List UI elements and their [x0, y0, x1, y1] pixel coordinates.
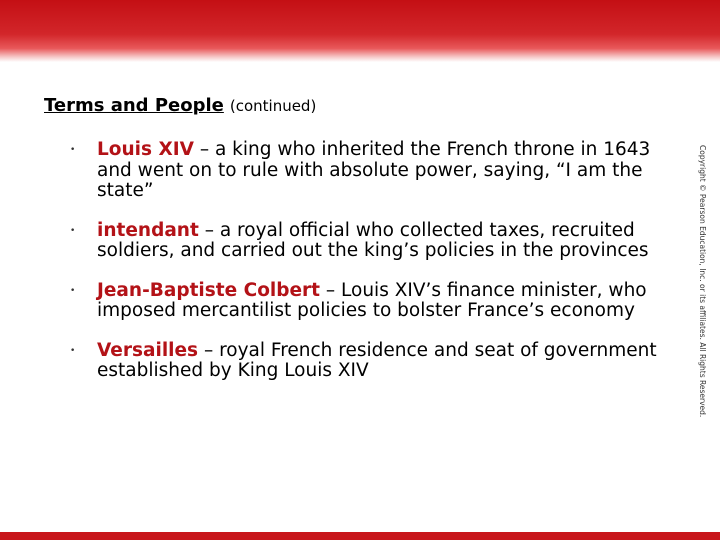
term-definition: – a royal official who collected taxes, recruited soldiers, and carried out the king’s policies in the provinces — [97, 219, 649, 261]
term-item — [70, 341, 670, 382]
terms-list — [70, 140, 670, 401]
term-definition: – a king who inherited the French throne in 1643 and went on to rule with absolute power, saying, “I am the state” — [97, 139, 651, 201]
term-definition: – royal French residence and seat of government established by King Louis XIV — [97, 339, 657, 381]
bullet-icon: • — [70, 145, 76, 155]
bullet-icon: • — [70, 225, 76, 236]
term-item — [70, 281, 670, 322]
term-name: Versailles — [97, 339, 199, 361]
bullet-icon: • — [70, 285, 76, 296]
term-item — [70, 140, 670, 202]
term-name: Jean-Baptiste Colbert — [97, 279, 321, 301]
term-item — [70, 221, 670, 262]
copyright-notice: Copyright © Pearson Education, Inc. or its affiliates. All Rights Reserved. — [698, 145, 707, 418]
term-name: Louis XIV — [97, 139, 194, 160]
slide-title — [44, 95, 316, 116]
term-definition: – Louis XIV’s finance minister, who imposed mercantilist policies to bolster France’s economy — [97, 279, 647, 321]
title-suffix: (continued) — [229, 97, 317, 115]
bullet-icon: • — [70, 345, 76, 356]
term-name: intendant — [97, 219, 199, 241]
title-text: Terms and People — [44, 95, 224, 116]
header-band — [0, 0, 720, 62]
footer-band — [0, 532, 720, 540]
